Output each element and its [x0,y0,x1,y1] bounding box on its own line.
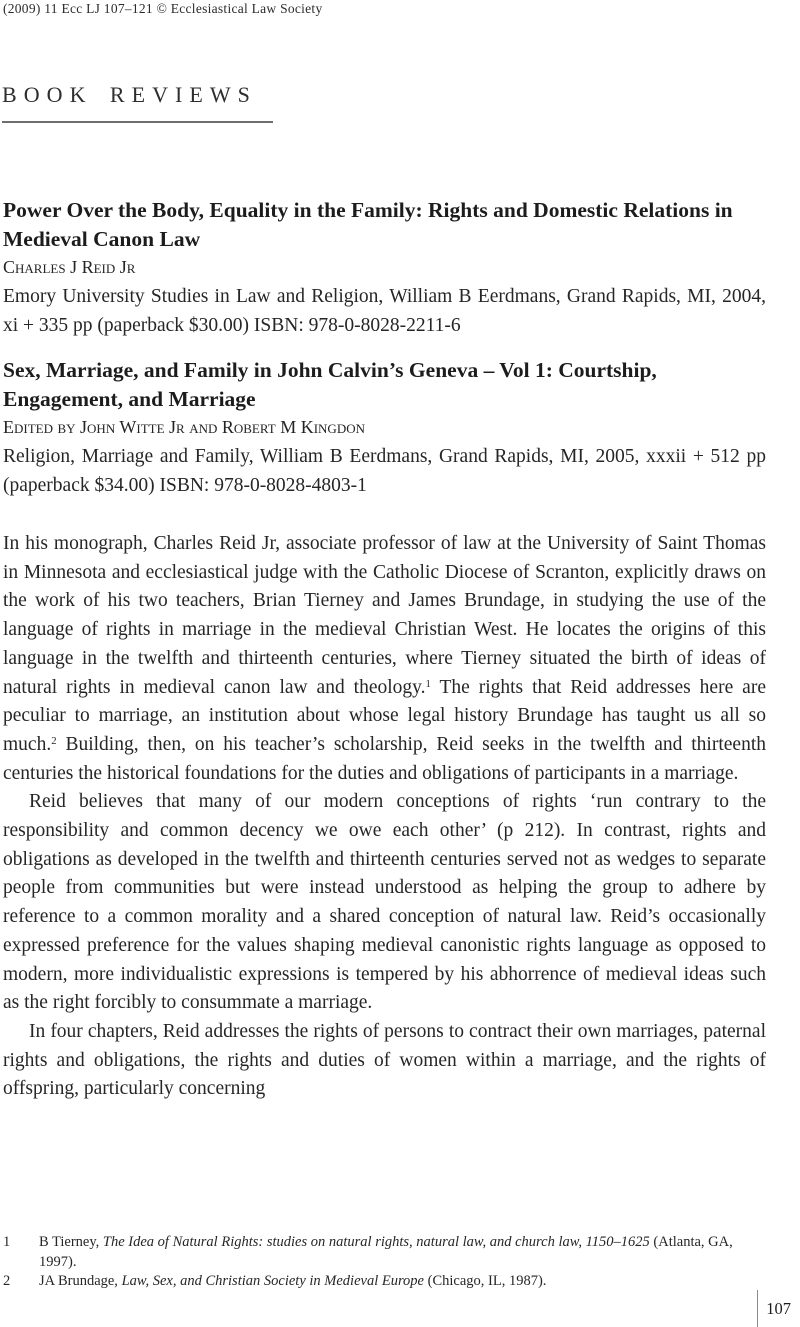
review-1-header [3,196,766,340]
footnote-2-marker: 2 [3,1273,11,1289]
footnote-ref-1: 1 [425,677,431,690]
footnote-1-text [39,1233,766,1272]
page-number-block [757,1290,800,1327]
footnote-1 [3,1233,766,1272]
footnote-ref-2: 2 [51,735,57,748]
section-heading: BOOK REVIEWS [2,82,257,107]
footnote-text: (Chicago, IL, 1987). [424,1273,547,1289]
footnote-book-title: Law, Sex, and Christian Society in Medieval Europe [121,1273,424,1289]
body-paragraph-2: Reid believes that many of our modern conceptions of rights ‘run contrary to the responsibility and common decency we owe each other’ (p 212). In contrast, rights and obligations as developed in the twelfth and thirteenth centuries served not as wedges to separate people from communities but were instead understood as helping the group to adhere by reference to a common morality and a shared conception of natural law. Reid’s occasionally expressed preference for the values shaping medieval canonistic rights language as opposed to modern, more individualistic expressions is tempered by his abhorrence of medieval ideas such as the right forcibly to consummate a marriage. [3,791,766,1014]
review-2-title: Sex, Marriage, and Family in John Calvin’s Geneva – Vol 1: Courtship, Engagement, and Marriage [3,358,657,411]
review-2-header [3,356,766,500]
page-number: 107 [766,1299,791,1318]
review-2-editors: Edited by John Witte Jr and Robert M Kingdon [3,417,365,437]
review-body [3,530,766,1104]
review-1-imprint: Emory University Studies in Law and Religion, William B Eerdmans, Grand Rapids, MI, 2004, xi + 335 pp (paperback $30.00) ISBN: 978-0-8028-2211-6 [3,286,766,336]
book-reviews-section [2,82,273,123]
journal-header: (2009) 11 Ecc LJ 107–121 © Ecclesiastical Law Society [3,1,323,16]
paragraph-text: Building, then, on his teacher’s scholarship, Reid seeks in the twelfth and thirteenth centuries the historical foundations for the duties and obligations of participants in a marriage. [3,733,766,784]
review-1-author: Charles J Reid Jr [3,257,136,277]
review-1-title: Power Over the Body, Equality in the Family: Rights and Domestic Relations in Medieval Canon Law [3,198,733,251]
body-paragraph-1 [3,530,766,788]
footnote-2-text [39,1272,766,1292]
footnote-text: (Atlanta, GA, 1997). [39,1234,733,1270]
review-2-imprint: Religion, Marriage and Family, William B Eerdmans, Grand Rapids, MI, 2005, xxxii + 512 pp (paperback $34.00) ISBN: 978-0-8028-4803-1 [3,446,766,496]
footnotes [3,1233,766,1292]
paragraph-text: The rights that Reid addresses here are peculiar to marriage, an institution about whose legal history Brundage has taught us all so much. [3,676,766,755]
footnote-book-title: The Idea of Natural Rights: studies on natural rights, natural law, and church law, 1150–1625 [102,1234,650,1250]
footnote-text: JA Brundage, [39,1273,122,1289]
body-paragraph-3: In four chapters, Reid addresses the rights of persons to contract their own marriages, paternal rights and obligations, the rights and duties of women within a marriage, and the rights of offspring, particularly concerning [3,1020,766,1100]
footnote-1-marker: 1 [3,1234,11,1250]
paragraph-text: In his monograph, Charles Reid Jr, associate professor of law at the University of Saint Thomas in Minnesota and ecclesiastical judge with the Catholic Diocese of Scranton, explicitly draws on the work of his two teachers, Brian Tierney and James Brundage, in studying the use of the language of rights in marriage in the medieval Christian West. He locates the origins of this language in the twelfth and thirteenth centuries, where Tierney situated the birth of ideas of natural rights in medieval canon law and theology. [3,533,766,698]
footnote-2 [3,1272,766,1292]
footnote-text: B Tierney, [39,1234,103,1250]
heading-rule [2,121,273,123]
